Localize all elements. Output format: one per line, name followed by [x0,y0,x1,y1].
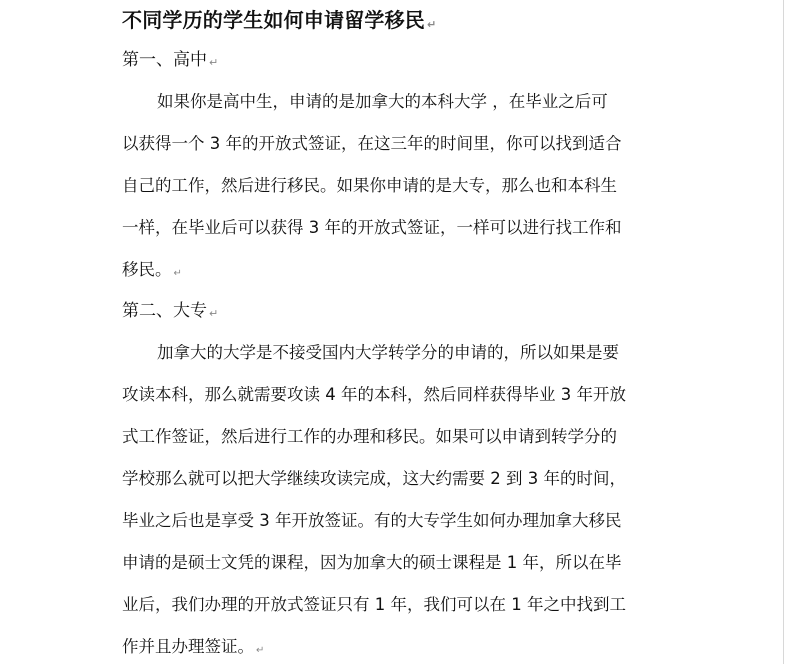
paragraph-line-text: 作并且办理签证。 [122,637,254,656]
document-title-text: 不同学历的学生如何申请留学移民 [122,8,425,32]
paragraph-line: 申请的是硕士文凭的课程，因为加拿大的硕士课程是 1 年，所以在毕 [122,553,622,572]
paragraph-line-last [122,626,682,668]
page-edge-divider [783,0,784,664]
paragraph-line: 学校那么就可以把大学继续攻读完成，这大约需要 2 到 3 年的时间， [122,469,626,488]
paragraph-line: 式工作签证，然后进行工作的办理和移民。如果可以申请到转学分的 [122,427,617,446]
paragraph-mark-icon: ↵ [209,56,219,69]
paragraph-junior-college [122,332,682,668]
paragraph-mark-icon: ↵ [209,307,219,320]
paragraph-line: 攻读本科，那么就需要攻读 4 年的本科，然后同样获得毕业 3 年开放 [122,385,626,404]
section-heading-high-school [122,45,218,78]
paragraph-line: 以获得一个 3 年的开放式签证，在这三年的时间里，你可以找到适合 [122,134,622,153]
paragraph-line-last [122,249,682,291]
paragraph-high-school [122,81,682,291]
paragraph-mark-icon: ↵ [427,18,437,31]
section-heading-text: 第二、大专 [122,301,207,321]
document-title [122,4,436,41]
paragraph-line-text: 移民。 [122,260,172,279]
paragraph-line: 自己的工作，然后进行移民。如果你申请的是大专，那么也和本科生 [122,176,617,195]
paragraph-line: 一样，在毕业后可以获得 3 年的开放式签证，一样可以进行找工作和 [122,218,622,237]
paragraph-line: 业后，我们办理的开放式签证只有 1 年，我们可以在 1 年之中找到工 [122,595,626,614]
paragraph-line: 加拿大的大学是不接受国内大学转学分的申请的，所以如果是要 [157,343,619,362]
paragraph-mark-icon: ↵ [256,645,265,656]
section-heading-text: 第一、高中 [122,50,207,70]
paragraph-line: 如果你是高中生，申请的是加拿大的本科大学 ，在毕业之后可 [157,92,608,111]
paragraph-mark-icon: ↵ [173,268,182,279]
paragraph-line: 毕业之后也是享受 3 年开放签证。有的大专学生如何办理加拿大移民 [122,511,622,530]
section-heading-junior-college [122,296,218,329]
